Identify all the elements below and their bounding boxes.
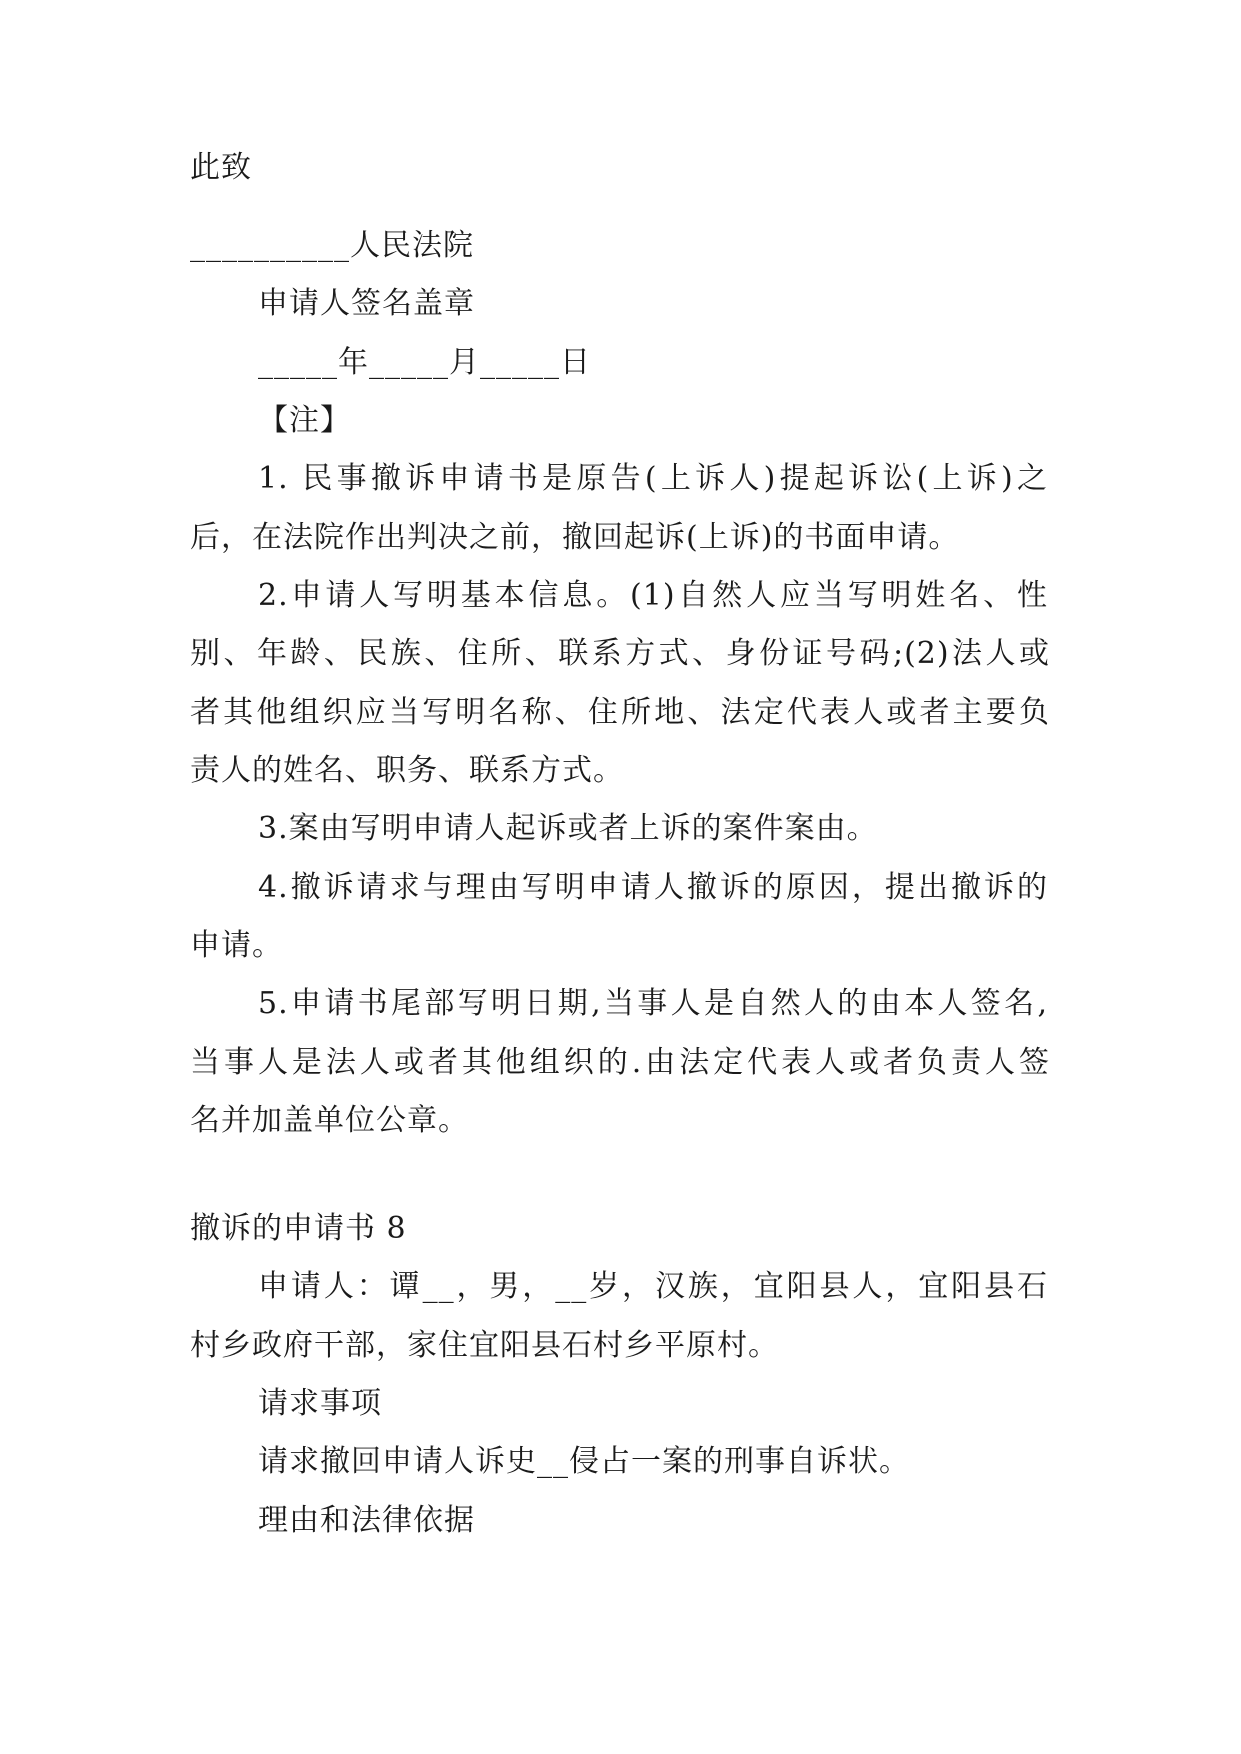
note-line: 申请。 xyxy=(190,928,283,963)
notes-heading: 【注】 xyxy=(258,403,351,438)
court-name-line: __________人民法院 xyxy=(190,228,474,263)
note-line: 2.申请人写明基本信息。(1)自然人应当写明姓名、性 xyxy=(258,578,1048,613)
note-line: 5.申请书尾部写明日期,当事人是自然人的由本人签名, xyxy=(258,986,1048,1021)
note-line: 当事人是法人或者其他组织的.由法定代表人或者负责人签 xyxy=(190,1045,1050,1080)
note-line: 别、年龄、民族、住所、联系方式、身份证号码;(2)法人或 xyxy=(190,636,1050,671)
note-line: 责人的姓名、职务、联系方式。 xyxy=(190,753,624,788)
request-heading: 请求事项 xyxy=(258,1386,382,1421)
reason-heading: 理由和法律依据 xyxy=(258,1503,475,1538)
signature-line: 申请人签名盖章 xyxy=(258,286,475,321)
note-line: 后，在法院作出判决之前，撤回起诉(上诉)的书面申请。 xyxy=(190,520,960,555)
note-line: 者其他组织应当写明名称、住所地、法定代表人或者主要负 xyxy=(190,695,1050,730)
section-title: 撤诉的申请书 8 xyxy=(190,1211,407,1246)
request-text: 请求撤回申请人诉史__侵占一案的刑事自诉状。 xyxy=(258,1444,910,1479)
applicant-line: 村乡政府干部，家住宜阳县石村乡平原村。 xyxy=(190,1328,779,1363)
note-line: 1. 民事撤诉申请书是原告(上诉人)提起诉讼(上诉)之 xyxy=(258,461,1048,496)
note-line: 名并加盖单位公章。 xyxy=(190,1103,469,1138)
salutation: 此致 xyxy=(190,150,252,185)
note-line: 4.撤诉请求与理由写明申请人撤诉的原因，提出撤诉的 xyxy=(258,870,1048,905)
applicant-line: 申请人：谭__，男，__岁，汉族，宜阳县人，宜阳县石 xyxy=(258,1269,1048,1304)
date-line: _____年_____月_____日 xyxy=(258,345,591,380)
note-line: 3.案由写明申请人起诉或者上诉的案件案由。 xyxy=(258,811,878,846)
